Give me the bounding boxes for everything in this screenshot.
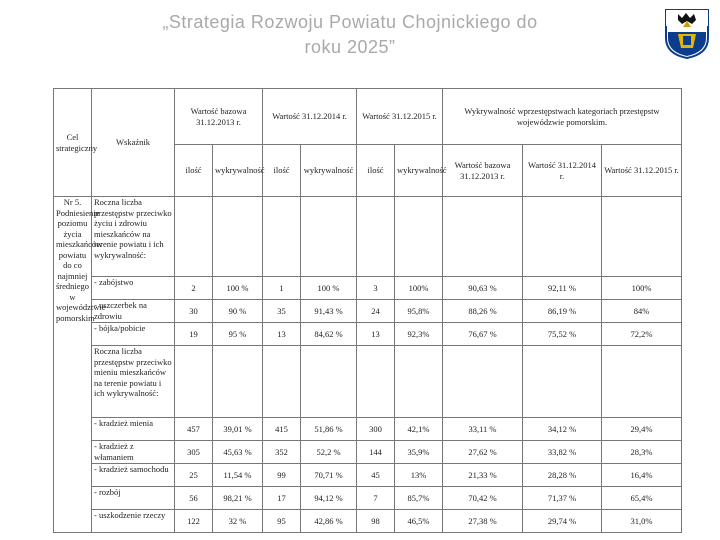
cell-2014-count: 99 [263, 464, 301, 487]
header-ilosc: ilość [357, 145, 395, 197]
cell-base-count: 305 [175, 441, 213, 464]
cell-voiv-2013: 33,11 % [443, 418, 523, 441]
cell-2014-rate: 42,86 % [301, 510, 357, 533]
cell-voiv-2014: 28,28 % [523, 464, 602, 487]
cell-2014-rate: 70,71 % [301, 464, 357, 487]
cell-2014-rate: 100 % [301, 277, 357, 300]
indicator-table [53, 88, 682, 533]
cell-2015-count: 45 [357, 464, 395, 487]
cell-2014-rate: 84,62 % [301, 323, 357, 346]
table-row [54, 418, 682, 441]
cell-base-rate: 11,54 % [213, 464, 263, 487]
cell-2015-rate: 92,3% [395, 323, 443, 346]
cell-base-count: 457 [175, 418, 213, 441]
cell-base-rate: 95 % [213, 323, 263, 346]
cell-2015-rate: 42,1% [395, 418, 443, 441]
cell-voiv-2013: 27,38 % [443, 510, 523, 533]
row-label: - kradzież z włamaniem [92, 441, 175, 464]
table-row [54, 277, 682, 300]
table-row [54, 441, 682, 464]
header-cel-strategiczny: Cel strategiczny [54, 89, 92, 197]
cell-voiv-2015: 16,4% [602, 464, 682, 487]
cell-base-count: 2 [175, 277, 213, 300]
cell-base-count: 56 [175, 487, 213, 510]
cell-voiv-2015: 29,4% [602, 418, 682, 441]
cell-base-rate: 100 % [213, 277, 263, 300]
cell-voiv-2013: 70,42 % [443, 487, 523, 510]
cell-2015-rate: 95,8% [395, 300, 443, 323]
cell-2014-count: 17 [263, 487, 301, 510]
row-label: - kradzież samochodu [92, 464, 175, 487]
header-wartosc-bazowa: Wartość bazowa 31.12.2013 r. [175, 89, 263, 145]
row-label: - kradzież mienia [92, 418, 175, 441]
header-wartosc-2015: Wartość 31.12.2015 r. [357, 89, 443, 145]
cell-2014-count: 95 [263, 510, 301, 533]
cell-voiv-2015: 28,3% [602, 441, 682, 464]
header-wskaznik: Wskaźnik [92, 89, 175, 197]
cell-voiv-2015: 31,0% [602, 510, 682, 533]
cell-2014-rate: 94,12 % [301, 487, 357, 510]
cell-voiv-2013: 76,67 % [443, 323, 523, 346]
table-row [54, 300, 682, 323]
cell-voiv-2014: 29,74 % [523, 510, 602, 533]
cell-2014-count: 1 [263, 277, 301, 300]
cell-base-count: 19 [175, 323, 213, 346]
table-row [54, 464, 682, 487]
cell-base-count: 25 [175, 464, 213, 487]
row-label: - zabójstwo [92, 277, 175, 300]
table-row [54, 487, 682, 510]
cell-2015-rate: 85,7% [395, 487, 443, 510]
row-label: - uszczerbek na zdrowiu [92, 300, 175, 323]
cell-2015-rate: 46,5% [395, 510, 443, 533]
cell-voiv-2013: 90,63 % [443, 277, 523, 300]
cell-base-rate: 45,63 % [213, 441, 263, 464]
cell-voiv-2014: 34,12 % [523, 418, 602, 441]
cell-voiv-2014: 33,82 % [523, 441, 602, 464]
cell-voiv-2013: 88,26 % [443, 300, 523, 323]
cell-voiv-2014: 92,11 % [523, 277, 602, 300]
cell-2015-count: 24 [357, 300, 395, 323]
cell-2015-count: 7 [357, 487, 395, 510]
cel-strategiczny-cell: Nr 5. Podniesienie poziomu życia mieszkańców powiatu do co najmniej średniego w województwie pomorskim [54, 197, 92, 533]
cell-2015-count: 144 [357, 441, 395, 464]
cell-voiv-2015: 72,2% [602, 323, 682, 346]
page-title [70, 10, 630, 60]
cell-voiv-2015: 65,4% [602, 487, 682, 510]
cell-2015-count: 300 [357, 418, 395, 441]
cell-voiv-2014: 86,19 % [523, 300, 602, 323]
row-label: - uszkodzenie rzeczy [92, 510, 175, 533]
page-title-line-2: roku 2025” [304, 37, 396, 57]
cell-voiv-2015: 84% [602, 300, 682, 323]
cell-2014-count: 352 [263, 441, 301, 464]
cell-base-rate: 39,01 % [213, 418, 263, 441]
header-wykrywalnosc: wykrywalność [395, 145, 443, 197]
cell-2015-count: 98 [357, 510, 395, 533]
cell-voiv-2015: 100% [602, 277, 682, 300]
cell-base-rate: 98,21 % [213, 487, 263, 510]
header-ilosc: ilość [263, 145, 301, 197]
header-wykrywalnosc-wojewodztwo: Wykrywalność wprzestępstwach kategoriach przestępstw wojewódzwie pomorskim. [443, 89, 682, 145]
cell-2014-rate: 51,86 % [301, 418, 357, 441]
cell-voiv-2014: 71,37 % [523, 487, 602, 510]
header-ilosc: ilość [175, 145, 213, 197]
cell-2015-rate: 100% [395, 277, 443, 300]
header-sub-bazowa: Wartość bazowa 31.12.2013 r. [443, 145, 523, 197]
cell-2014-count: 415 [263, 418, 301, 441]
cell-2015-count: 3 [357, 277, 395, 300]
indicator-intro-property: Roczna liczba przestępstw przeciwko mieniu mieszkańców na terenie powiatu i ich wykrywalność: [92, 346, 175, 418]
cell-2014-count: 13 [263, 323, 301, 346]
cell-base-count: 30 [175, 300, 213, 323]
cell-base-count: 122 [175, 510, 213, 533]
cell-2014-rate: 91,43 % [301, 300, 357, 323]
row-label: - bójka/pobicie [92, 323, 175, 346]
cell-2014-rate: 52,2 % [301, 441, 357, 464]
table-row [54, 323, 682, 346]
powiat-chojnicki-crest-icon [664, 8, 710, 60]
header-wykrywalnosc: wykrywalność [213, 145, 263, 197]
cell-voiv-2013: 27,62 % [443, 441, 523, 464]
cell-voiv-2013: 21,33 % [443, 464, 523, 487]
row-label: - rozbój [92, 487, 175, 510]
cell-base-rate: 90 % [213, 300, 263, 323]
page-title-line-1: „Strategia Rozwoju Powiatu Chojnickiego do [162, 12, 538, 32]
header-wartosc-2014: Wartość 31.12.2014 r. [263, 89, 357, 145]
cell-2015-rate: 13% [395, 464, 443, 487]
header-wykrywalnosc: wykrywalność [301, 145, 357, 197]
header-sub-2014: Wartość 31.12.2014 r. [523, 145, 602, 197]
cell-voiv-2014: 75,52 % [523, 323, 602, 346]
header-sub-2015: Wartość 31.12.2015 r. [602, 145, 682, 197]
cell-2015-count: 13 [357, 323, 395, 346]
table-row [54, 510, 682, 533]
indicator-intro-life: Roczna liczba przestępstw przeciwko życiu i zdrowiu mieszkańców na terenie powiatu i ich wykrywalność: [92, 197, 175, 277]
cell-base-rate: 32 % [213, 510, 263, 533]
cell-2015-rate: 35,9% [395, 441, 443, 464]
cell-2014-count: 35 [263, 300, 301, 323]
